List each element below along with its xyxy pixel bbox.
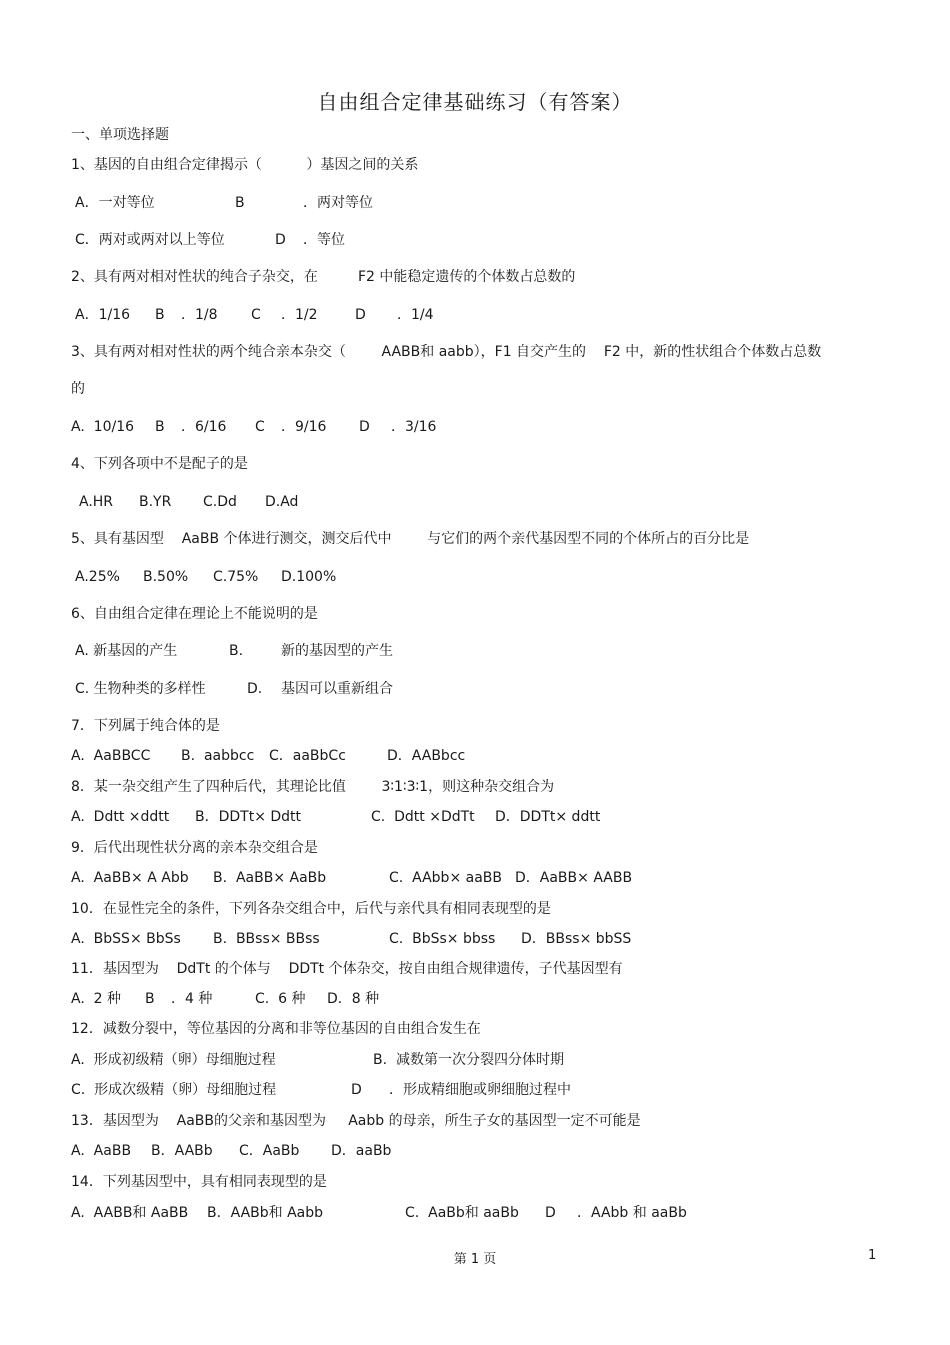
option-text: 新的基因型的产生 — [281, 643, 393, 659]
question-11-options — [71, 989, 891, 1009]
option-text: ．1/4 — [397, 307, 434, 323]
option-text: C. 6 种 — [255, 991, 306, 1007]
option-text: D．8 种 — [327, 991, 380, 1007]
option-text: ．两对等位 — [303, 195, 373, 211]
question-6-stem: 6、自由组合定律在理论上不能说明的是 — [71, 606, 318, 622]
option-text: C — [251, 307, 261, 323]
option-text: C. 形成次级精（卵）母细胞过程 — [71, 1082, 277, 1098]
question-8-stem: 8．某一杂交组产生了四种后代，其理论比值 3∶1∶3∶1，则这种杂交组合为 — [71, 779, 555, 795]
question-10-stem: 10．在显性完全的条件，下列各杂交组合中，后代与亲代具有相同表现型的是 — [71, 901, 551, 917]
option-text: ．6/16 — [181, 419, 227, 435]
option-text: B. BBss× BBss — [213, 931, 320, 947]
option-text: A. BbSS× BbSs — [71, 931, 181, 947]
question-1-options — [71, 193, 891, 213]
option-text: D．AaBB× AABB — [515, 870, 633, 886]
option-text: D．DDTt× ddtt — [495, 809, 601, 825]
option-text: A. 新基因的产生 — [75, 643, 178, 659]
question-6-options — [71, 641, 891, 661]
option-text: A. Ddtt ×ddtt — [71, 809, 170, 825]
option-text: B．AABb — [151, 1143, 213, 1159]
option-text: D — [275, 232, 286, 248]
option-text: D．BBss× bbSS — [521, 931, 632, 947]
option-text: B — [155, 307, 165, 323]
question-7-stem: 7．下列属于纯合体的是 — [71, 718, 220, 734]
option-text: C. AAbb× aaBB — [389, 870, 502, 886]
option-text: D. — [247, 681, 263, 697]
question-7-options — [71, 746, 891, 766]
option-text: C．AaBb — [239, 1143, 300, 1159]
option-text: D — [545, 1205, 556, 1221]
option-text: D.100% — [281, 569, 337, 585]
section-heading: 一、单项选择题 — [71, 127, 169, 143]
option-text: A．一对等位 — [75, 195, 155, 211]
option-text: C. AaBb和 aaBb — [405, 1205, 519, 1221]
option-text: B．AABb和 Aabb — [207, 1205, 324, 1221]
question-9-stem: 9．后代出现性状分离的亲本杂交组合是 — [71, 840, 318, 856]
option-text: A. 10/16 — [71, 419, 135, 435]
question-12-options — [71, 1080, 891, 1100]
option-text: B — [235, 195, 245, 211]
option-text: ．1/8 — [181, 307, 218, 323]
option-text: B. 减数第一次分裂四分体时期 — [373, 1052, 564, 1068]
option-text: C. BbSs× bbss — [389, 931, 496, 947]
option-text: B．DDTt× Ddtt — [195, 809, 302, 825]
question-8-options — [71, 807, 891, 827]
question-4-stem: 4、下列各项中不是配子的是 — [71, 456, 248, 472]
question-10-options — [71, 929, 891, 949]
question-12-options — [71, 1050, 891, 1070]
question-11-stem: 11．基因型为 DdTt 的个体与 DDTt 个体杂交，按自由组合规律遗传，子代基因型有 — [71, 961, 623, 977]
question-6-options — [71, 679, 891, 699]
page-footer-label: 第 1 页 — [453, 1252, 497, 1267]
question-13-stem: 13．基因型为 AaBB的父亲和基因型为 Aabb 的母亲，所生子女的基因型一定不可能是 — [71, 1113, 641, 1129]
option-text: ．4 种 — [171, 991, 213, 1007]
option-text: C.Dd — [203, 494, 237, 510]
option-text: C．两对或两对以上等位 — [75, 232, 225, 248]
option-text: C. 生物种类的多样性 — [75, 681, 206, 697]
option-text: A. AABB和 AaBB — [71, 1205, 189, 1221]
option-text: C．aaBbCc — [269, 748, 346, 764]
page-title: 自由组合定律基础练习（有答案） — [317, 90, 633, 114]
option-text: ．等位 — [303, 232, 345, 248]
option-text: D — [351, 1082, 362, 1098]
option-text: D — [359, 419, 370, 435]
option-text: A. 2 种 — [71, 991, 122, 1007]
option-text: D．AABbcc — [387, 748, 466, 764]
option-text: A.HR — [79, 494, 114, 510]
option-text: C — [255, 419, 265, 435]
question-3-stem-continued: 的 — [71, 381, 85, 397]
option-text: B — [145, 991, 155, 1007]
option-text: 基因可以重新组合 — [281, 681, 393, 697]
question-13-options — [71, 1141, 891, 1161]
question-2-options — [71, 305, 891, 325]
question-1-stem: 1、基因的自由组合定律揭示（ ）基因之间的关系 — [71, 157, 419, 173]
option-text: ．AAbb 和 aaBb — [577, 1205, 687, 1221]
question-4-options — [71, 492, 891, 512]
option-text: A. 形成初级精（卵）母细胞过程 — [71, 1052, 276, 1068]
option-text: ．形成精细胞或卵细胞过程中 — [389, 1082, 571, 1098]
option-text: B. aabbcc — [181, 748, 255, 764]
option-text: A. AaBB× A Abb — [71, 870, 189, 886]
question-5-options — [71, 567, 891, 587]
question-3-stem: 3、具有两对相对性状的两个纯合亲本杂交（ AABB和 aabb），F1 自交产生的 F2 中，新的性状组合个体数占总数 — [71, 344, 822, 360]
question-2-stem: 2、具有两对相对性状的纯合子杂交，在 F2 中能稳定遗传的个体数占总数的 — [71, 269, 576, 285]
option-text: B. — [229, 643, 244, 659]
question-12-stem: 12．减数分裂中，等位基因的分离和非等位基因的自由组合发生在 — [71, 1021, 481, 1037]
option-text: ．3/16 — [391, 419, 437, 435]
option-text: B.YR — [139, 494, 172, 510]
question-3-options — [71, 417, 891, 437]
question-9-options — [71, 868, 891, 888]
option-text: D — [355, 307, 366, 323]
option-text: C. Ddtt ×DdTt — [371, 809, 475, 825]
question-5-stem: 5、具有基因型 AaBB 个体进行测交，测交后代中 与它们的两个亲代基因型不同的个体所占的百分比是 — [71, 531, 750, 547]
question-14-stem: 14．下列基因型中，具有相同表现型的是 — [71, 1174, 327, 1190]
option-text: A．1/16 — [75, 307, 131, 323]
option-text: ．1/2 — [281, 307, 318, 323]
option-text: C.75% — [213, 569, 259, 585]
option-text: A. AaBB — [71, 1143, 132, 1159]
option-text: A. AaBBCC — [71, 748, 151, 764]
option-text: ．9/16 — [281, 419, 327, 435]
option-text: D.Ad — [265, 494, 299, 510]
option-text: B. AaBB× AaBb — [213, 870, 327, 886]
page-number: 1 — [868, 1248, 877, 1263]
option-text: D．aaBb — [331, 1143, 392, 1159]
question-1-options — [71, 230, 891, 250]
option-text: A.25% — [75, 569, 120, 585]
option-text: B.50% — [143, 569, 189, 585]
option-text: B — [155, 419, 165, 435]
question-14-options — [71, 1203, 891, 1223]
